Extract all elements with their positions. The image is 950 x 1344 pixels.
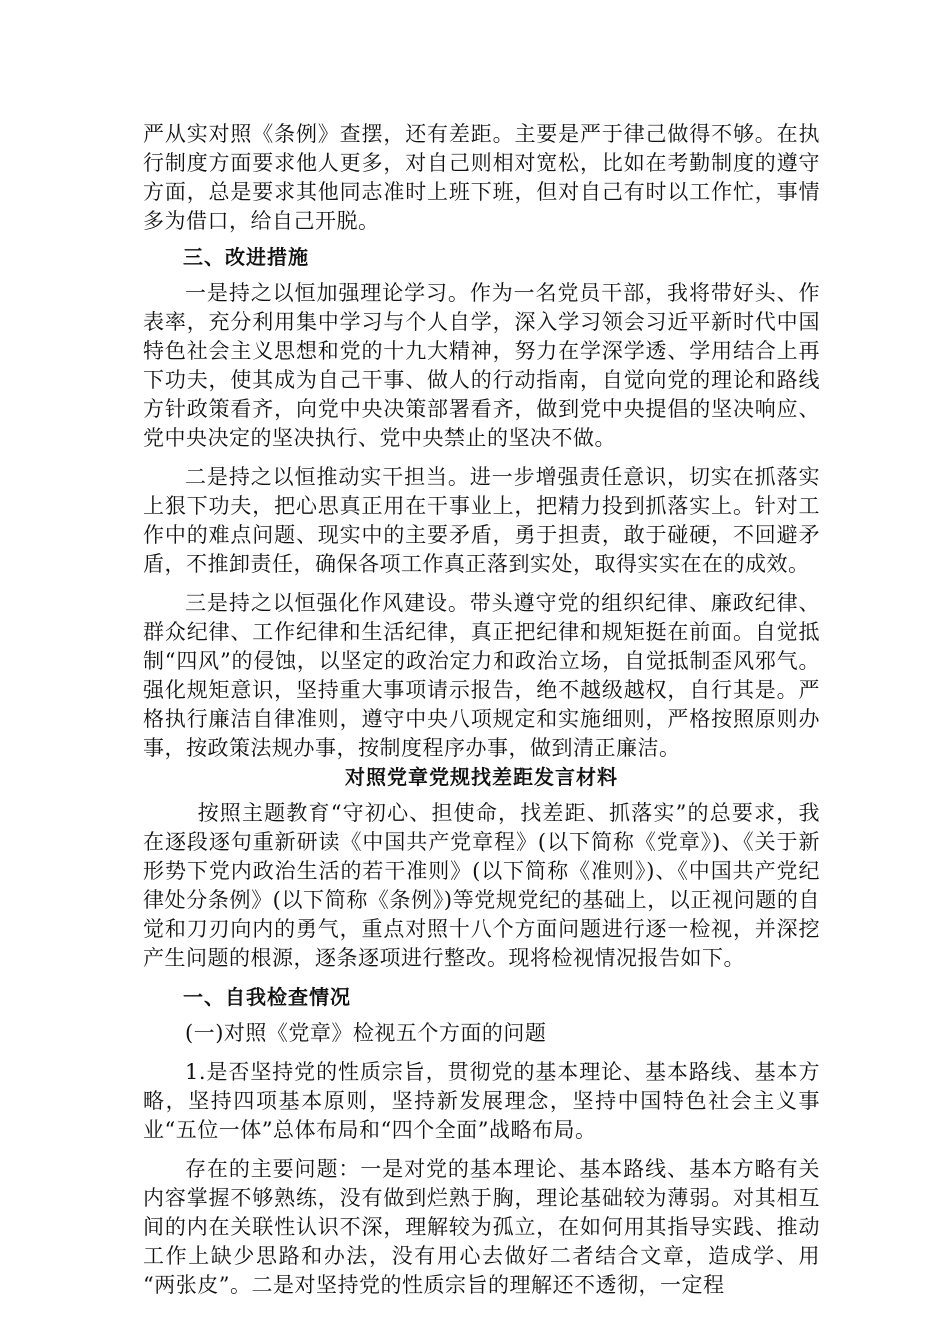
document-page [143,120,820,1300]
paragraph-work-style: 三是持之以恒强化作风建设。带头遵守党的组织纪律、廉政纪律、群众纪律、工作纪律和生活纪律，真正把纪律和规矩挺在前面。自觉抵制“四风”的侵蚀，以坚定的政治定力和政治立场，自觉抵制歪风邪气。强化规矩意识，坚持重大事项请示报告，绝不越级越权，自行其是。严格执行廉洁自律准则，遵守中央八项规定和实施细则，严格按照原则办事，按政策法规办事，按制度程序办事，做到清正廉洁。 [143,591,820,760]
paragraph-main-problems: 存在的主要问题：一是对党的基本理论、基本路线、基本方略有关内容掌握不够熟练，没有做到烂熟于胸，理论基础较为薄弱。对其相互间的内在关联性认识不深，理解较为孤立，在如何用其指导实践、推动工作上缺少思路和办法，没有用心去做好二者结合文章，造成学、用 “两张皮”。二是对坚持党的性质宗旨的理解还不透彻，一定程 [143,1157,820,1297]
paragraph-practical-work: 二是持之以恒推动实干担当。进一步增强责任意识，切实在抓落实上狠下功夫，把心思真正用在干事业上，把精力投到抓落实上。针对工作中的难点问题、现实中的主要矛盾，勇于担责，敢于碰硬，不回避矛盾，不推卸责任，确保各项工作真正落到实处，取得实实在在的成效。 [143,465,820,576]
subheading-party-constitution: (一)对照《党章》检视五个方面的问题 [185,1021,547,1045]
section-heading-self-inspection: 一、自我检查情况 [183,985,351,1009]
paragraph-theory-study: 一是持之以恒加强理论学习。作为一名党员干部，我将带好头、作表率，充分利用集中学习与个人自学，深入学习领会习近平新时代中国特色社会主义思想和党的十九大精神，努力在学深学透、学用结合上再下功夫，使其成为自己干事、做人的行动指南，自觉向党的理论和路线方针政策看齐，向党中央决策部署看齐，做到党中央提倡的坚决响应、党中央决定的坚决执行、党中央禁止的坚决不做。 [143,281,820,450]
document-title: 对照党章党规找差距发言材料 [345,765,618,789]
paragraph-continuation: 严从实对照《条例》查摆，还有差距。主要是严于律己做得不够。在执行制度方面要求他人更多，对自己则相对宽松，比如在考勤制度的遵守方面，总是要求其他同志准时上班下班，但对自己有时以工作忙，事情多为借口，给自己开脱。 [143,122,820,233]
paragraph-intro: 按照主题教育“守初心、担使命，找差距、抓落实”的总要求，我在逐段逐句重新研读《中国共产党章程》(以下简称《党章》)、《关于新形势下党内政治生活的若干准则》(以下简称《准则》)、《中国共产党纪律处分条例》(以下简称《条例》)等党规党纪的基础上，以正视问题的自觉和刀刃向内的勇气，重点对照十八个方面问题进行逐一检视，并深挖产生问题的根源，逐条逐项进行整改。现将检视情况报告如下。 [143,801,820,970]
section-heading-improvement-measures: 三、改进措施 [183,245,309,269]
list-item-1: 1.是否坚持党的性质宗旨，贯彻党的基本理论、基本路线、基本方略，坚持四项基本原则，坚持新发展理念，坚持中国特色社会主义事业“五位一体”总体布局和“四个全面”战略布局。 [143,1060,820,1142]
